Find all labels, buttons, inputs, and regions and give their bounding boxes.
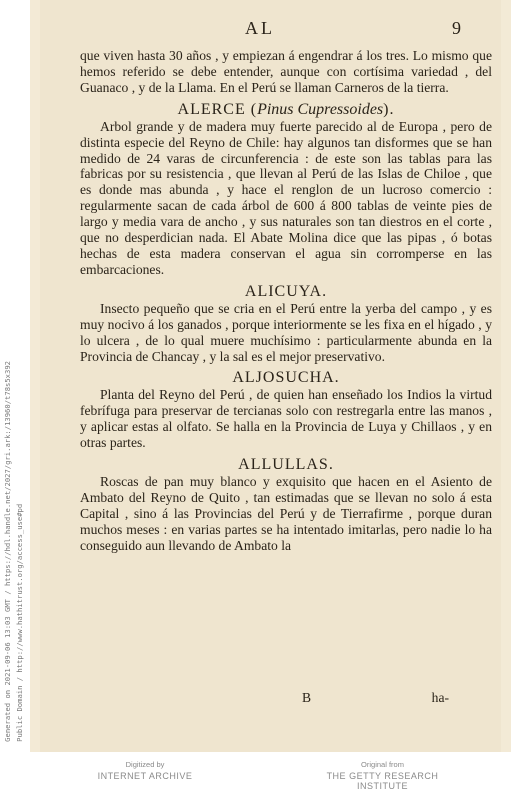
catchword: ha- (431, 690, 449, 705)
book-page (40, 0, 501, 752)
latin-name: Pinus Cupressoides (257, 100, 384, 118)
running-title: AL (245, 18, 275, 38)
entry-heading-allullas: ALLULLAS. (238, 456, 334, 474)
entry-heading-alicuya: ALICUYA. (244, 282, 328, 300)
entry-text-aljosucha: Planta del Reyno del Perú , de quien han enseñado los Indios la virtud febrífuga para preservar de tercianas solo con restregarla entre las manos , y aplicar estas al olfato. Se halla en la Provincia de Luya y Chillaos , y en otras partes. (80, 387, 492, 451)
signature-mark: B (302, 690, 312, 705)
page-number: 9 (452, 18, 461, 38)
credit-original-from: Original from THE GETTY RESEARCH INSTITUTE (326, 760, 439, 791)
page-body (80, 48, 492, 554)
digitization-credits (0, 758, 511, 800)
entry-heading-alerce: ALERCE (Pinus Cupressoides). (177, 100, 395, 118)
generation-notice-line-2: Public Domain / http://www.hathitrust.org/access_use#pd (15, 504, 24, 742)
running-header (40, 18, 501, 42)
continued-paragraph: que viven hasta 30 años , y empiezan á engendrar á los tres. Lo mismo que hemos referido se debe entender, aunque con cortísima variedad , del Guanaco , y de la Llama. En el Perú se llaman Carneros de la tierra. (80, 48, 492, 95)
entry-text-alerce: Arbol grande y de madera muy fuerte parecido al de Europa , pero de distinta especie del Reyno de Chile: hay algunos tan disformes que se han medido de 24 varas de circunferencia : de este son las tablas para las fabricas por su resistencia , que llevan al Perú de las Islas de Chiloe , que es donde mas abunda , y hace el renglon de un lucroso comercio : regularmente sacan de cada árbol de 600 á 800 tablas de veinte pies de largo y media vara de ancho , y sus naturales son tan diestros en el corte , que no desperdician nada. El Abate Molina dice que las pipas , ó botas hechas de esta madera conservan el agua sin corromperse en las embarcaciones. (80, 118, 492, 277)
entry-heading-aljosucha: ALJOSUCHA. (232, 369, 340, 387)
entry-text-alicuya: Insecto pequeño que se cria en el Perú entre la yerba del campo , y es muy nocivo á los ganados , porque interiormente se les fixa en el hígado , y lo ulcera , de lo qual muere muchísimo : particularmente abunda en la Provincia de Chancay , y la sal es el mejor preservativo. (80, 300, 492, 364)
credit-digitized-by: Digitized by INTERNET ARCHIVE (97, 760, 193, 781)
entry-text-allullas: Roscas de pan muy blanco y exquisito que hacen en el Asiento de Ambato del Reyno de Quito , tan estimadas que se llevan no solo á esta Capital , sino á las Provincias del Perú y de Tierrafirme , porque duran muchos meses : en varias partes se ha intentado imitarlas, pero nadie lo ha conseguido aun llevando de Ambato la (80, 474, 492, 553)
generation-notice (2, 0, 28, 752)
generation-notice-line-1: Generated on 2021-09-06 13:03 GMT / https://hdl.handle.net/2027/gri.ark:/13960/t78s5x392 (3, 361, 12, 742)
